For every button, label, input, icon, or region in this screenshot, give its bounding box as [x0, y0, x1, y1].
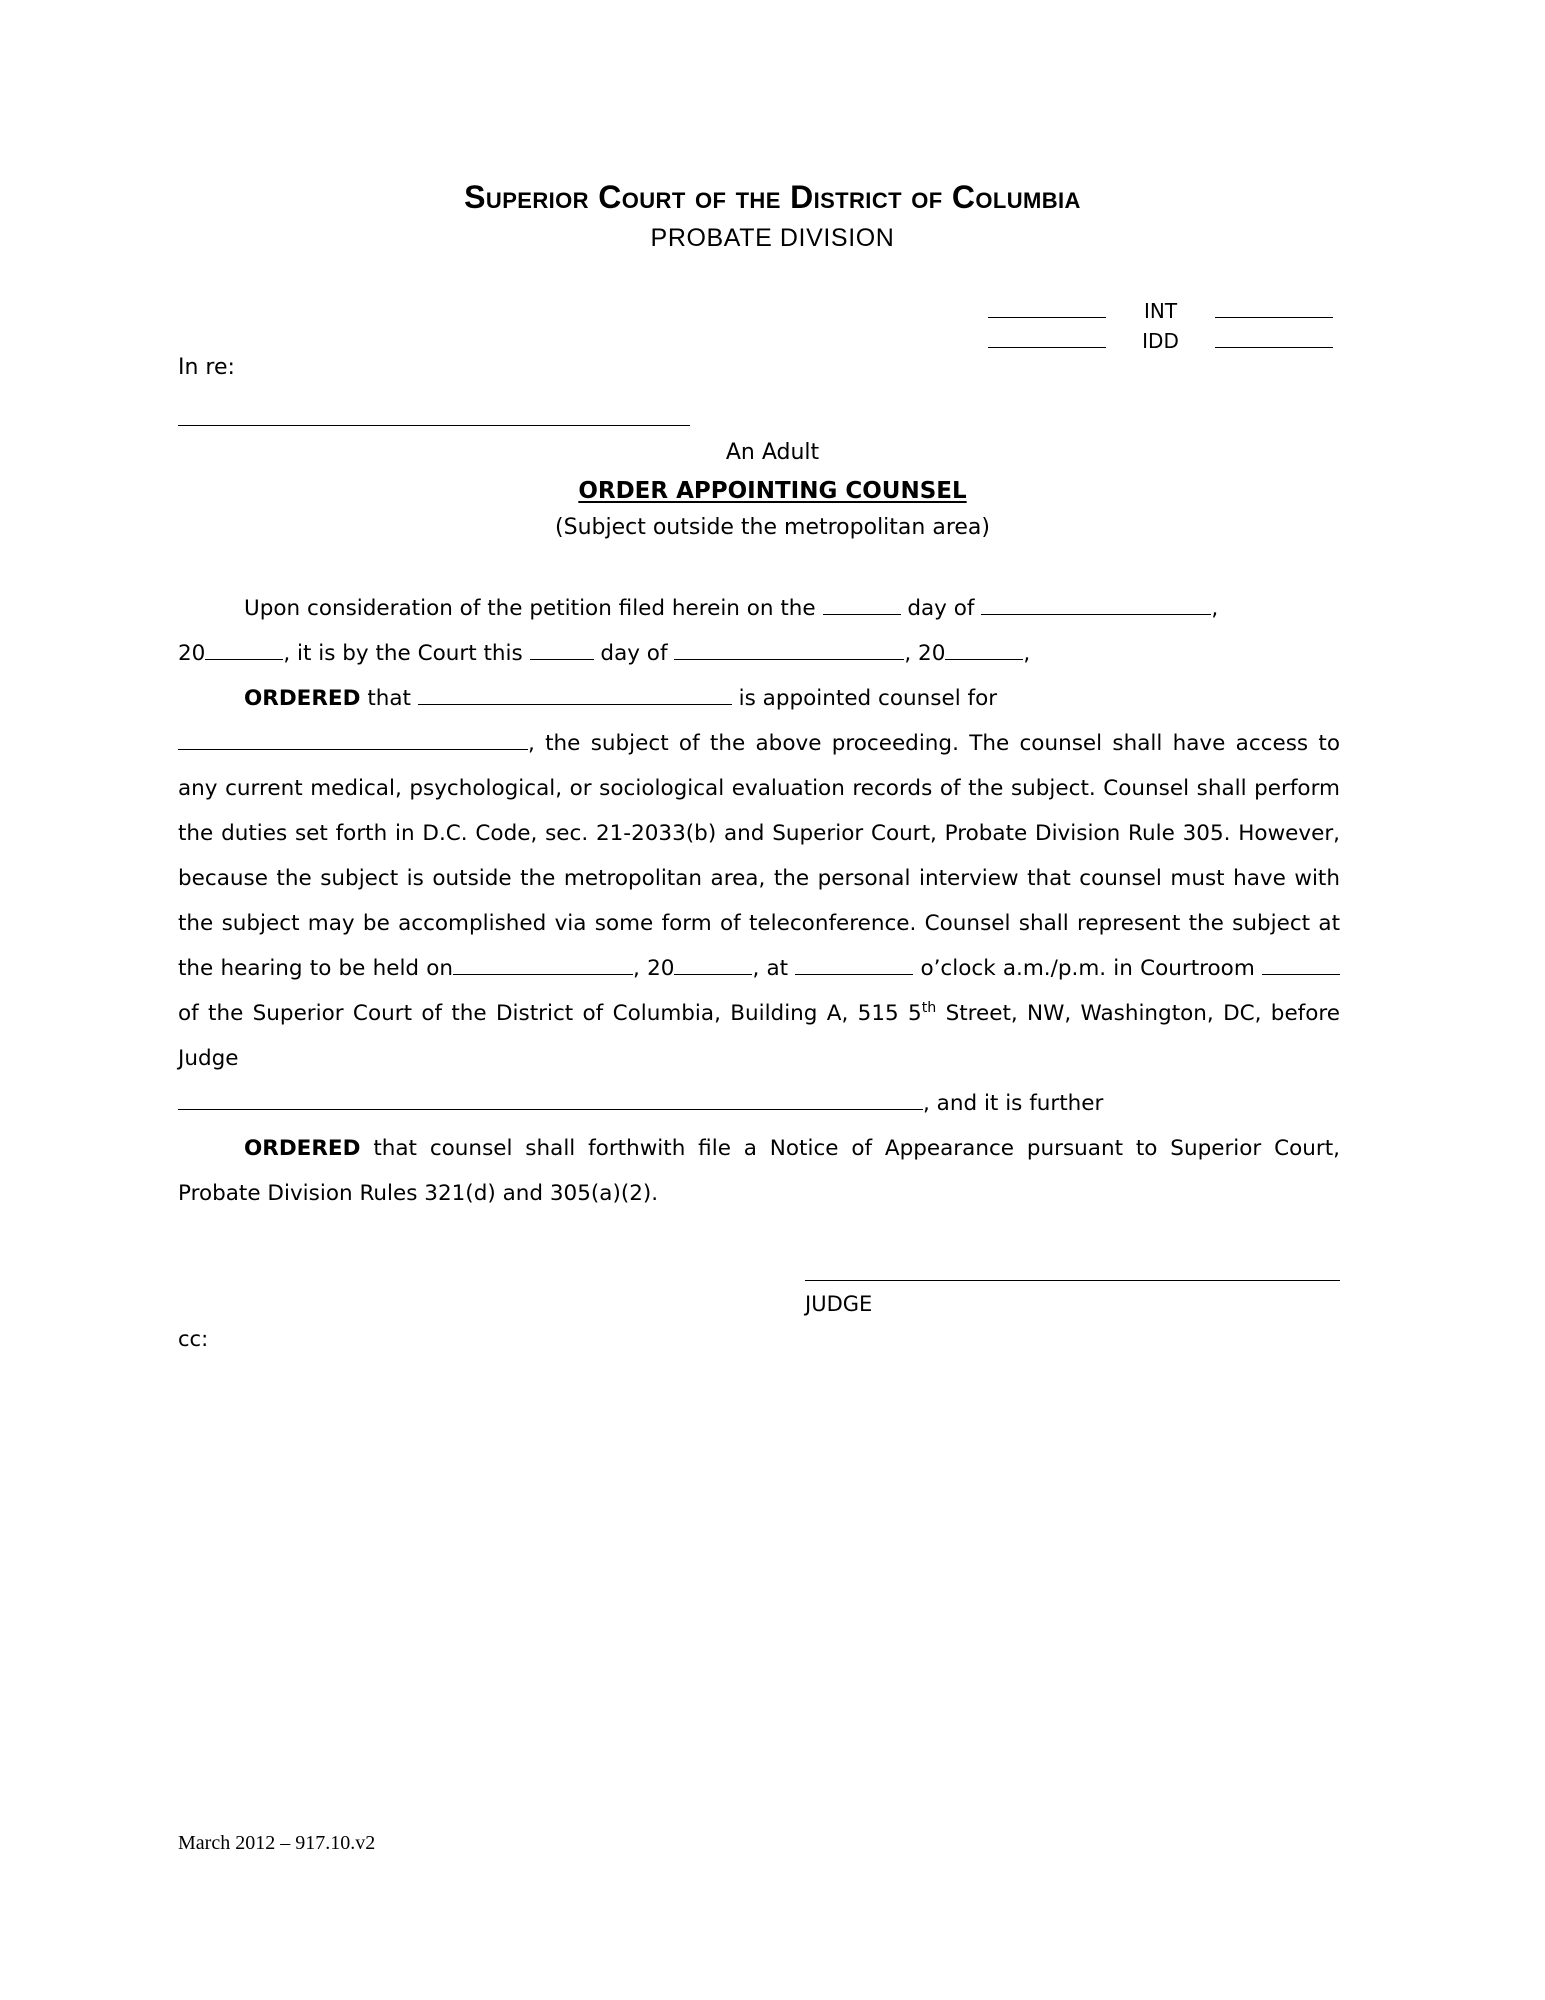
- p3-segment-1: that: [367, 686, 411, 711]
- paragraph-ordered-notice: [178, 1126, 1340, 1216]
- hearing-year-blank[interactable]: [674, 957, 752, 975]
- order-subheading: (Subject outside the metropolitan area): [555, 515, 990, 540]
- p2-segment-2: , it is by the Court this: [283, 641, 523, 666]
- petition-year-blank[interactable]: [205, 642, 283, 660]
- paragraph-judge-line: [178, 1081, 1340, 1126]
- p2-segment-4: , 20: [904, 641, 946, 666]
- p2-segment-3: day of: [600, 641, 668, 666]
- int-left-blank[interactable]: [988, 303, 1106, 318]
- paragraph-ordered-appointment: [178, 676, 1340, 721]
- judge-name-blank[interactable]: [178, 1092, 923, 1110]
- in-re-label: In re:: [178, 355, 235, 380]
- order-year-blank[interactable]: [945, 642, 1023, 660]
- p6-text: that counsel shall forthwith file a Notice of Appearance pursuant to Superior Court, Probate Division Rules 321(d) and 305(a)(2).: [178, 1136, 1340, 1206]
- petition-day-blank[interactable]: [823, 597, 901, 615]
- paragraph-consideration: [178, 586, 1340, 631]
- ordinal-suffix: th: [921, 999, 937, 1016]
- idd-right-blank[interactable]: [1215, 333, 1333, 348]
- form-revision-footer: March 2012 – 917.10.v2: [178, 1832, 376, 1854]
- case-number-stamp-block: [988, 296, 1333, 356]
- p3-segment-2: is appointed counsel for: [738, 686, 998, 711]
- order-month-blank[interactable]: [674, 642, 904, 660]
- int-right-blank[interactable]: [1215, 303, 1333, 318]
- petition-month-blank[interactable]: [981, 597, 1211, 615]
- stamp-row-idd: [988, 326, 1333, 356]
- division-title: PROBATE DIVISION: [650, 224, 895, 253]
- judge-signature-blank[interactable]: [805, 1280, 1340, 1281]
- document-header: [0, 180, 1545, 253]
- p4-segment-6: Street, NW, Washington, DC, before Judge: [178, 1001, 1340, 1071]
- p5-segment-1: , and it is further: [923, 1091, 1104, 1116]
- p4-segment-2: , 20: [633, 956, 675, 981]
- order-body: [178, 586, 1340, 1216]
- subject-name-inline-blank[interactable]: [178, 732, 528, 750]
- stamp-row-int: [988, 296, 1333, 326]
- p1-segment-2: day of: [907, 596, 975, 621]
- order-day-blank[interactable]: [530, 642, 594, 660]
- p2-segment-1: 20: [178, 641, 206, 666]
- idd-label: IDD: [1142, 329, 1179, 353]
- hearing-time-blank[interactable]: [795, 957, 913, 975]
- int-label: INT: [1143, 299, 1178, 323]
- p4-segment-1: , the subject of the above proceeding. The counsel shall have access to any current medical, psychological, or sociological evaluation records of the subject. Counsel shall perform the duties set forth in D.C. Code, sec. 21-2033(b) and Superior Court, Probate Division Rule 305. However, because the subject is outside the metropolitan area, the personal interview that counsel must have with the subject may be accomplished via some form of teleconference. Counsel shall represent the subject at the hearing to be held on: [178, 731, 1340, 981]
- courtroom-blank[interactable]: [1262, 957, 1340, 975]
- p1-segment-1: Upon consideration of the petition filed herein on the: [244, 596, 816, 621]
- subject-descriptor: An Adult: [725, 440, 820, 465]
- p4-segment-3: , at: [752, 956, 789, 981]
- paragraph-duties: [178, 721, 1340, 1081]
- subject-name-blank[interactable]: [178, 425, 690, 426]
- ordered-label-2: ORDERED: [244, 1136, 361, 1161]
- court-title: Superior Court of the District of Columbia: [464, 179, 1081, 215]
- counsel-name-blank[interactable]: [418, 687, 732, 705]
- hearing-date-blank[interactable]: [453, 957, 633, 975]
- paragraph-court-date: [178, 631, 1340, 676]
- judge-label: JUDGE: [805, 1292, 873, 1316]
- idd-left-blank[interactable]: [988, 333, 1106, 348]
- page-title: [0, 478, 1545, 504]
- p1-segment-3: ,: [1211, 596, 1219, 621]
- ordered-label: ORDERED: [244, 686, 361, 711]
- p2-segment-5: ,: [1023, 641, 1031, 666]
- p4-segment-4: o’clock a.m./p.m. in Courtroom: [920, 956, 1255, 981]
- cc-label: cc:: [178, 1327, 209, 1351]
- order-heading-text: ORDER APPOINTING COUNSEL: [578, 478, 967, 504]
- p4-segment-5: of the Superior Court of the District of Columbia, Building A, 515 5: [178, 1001, 922, 1026]
